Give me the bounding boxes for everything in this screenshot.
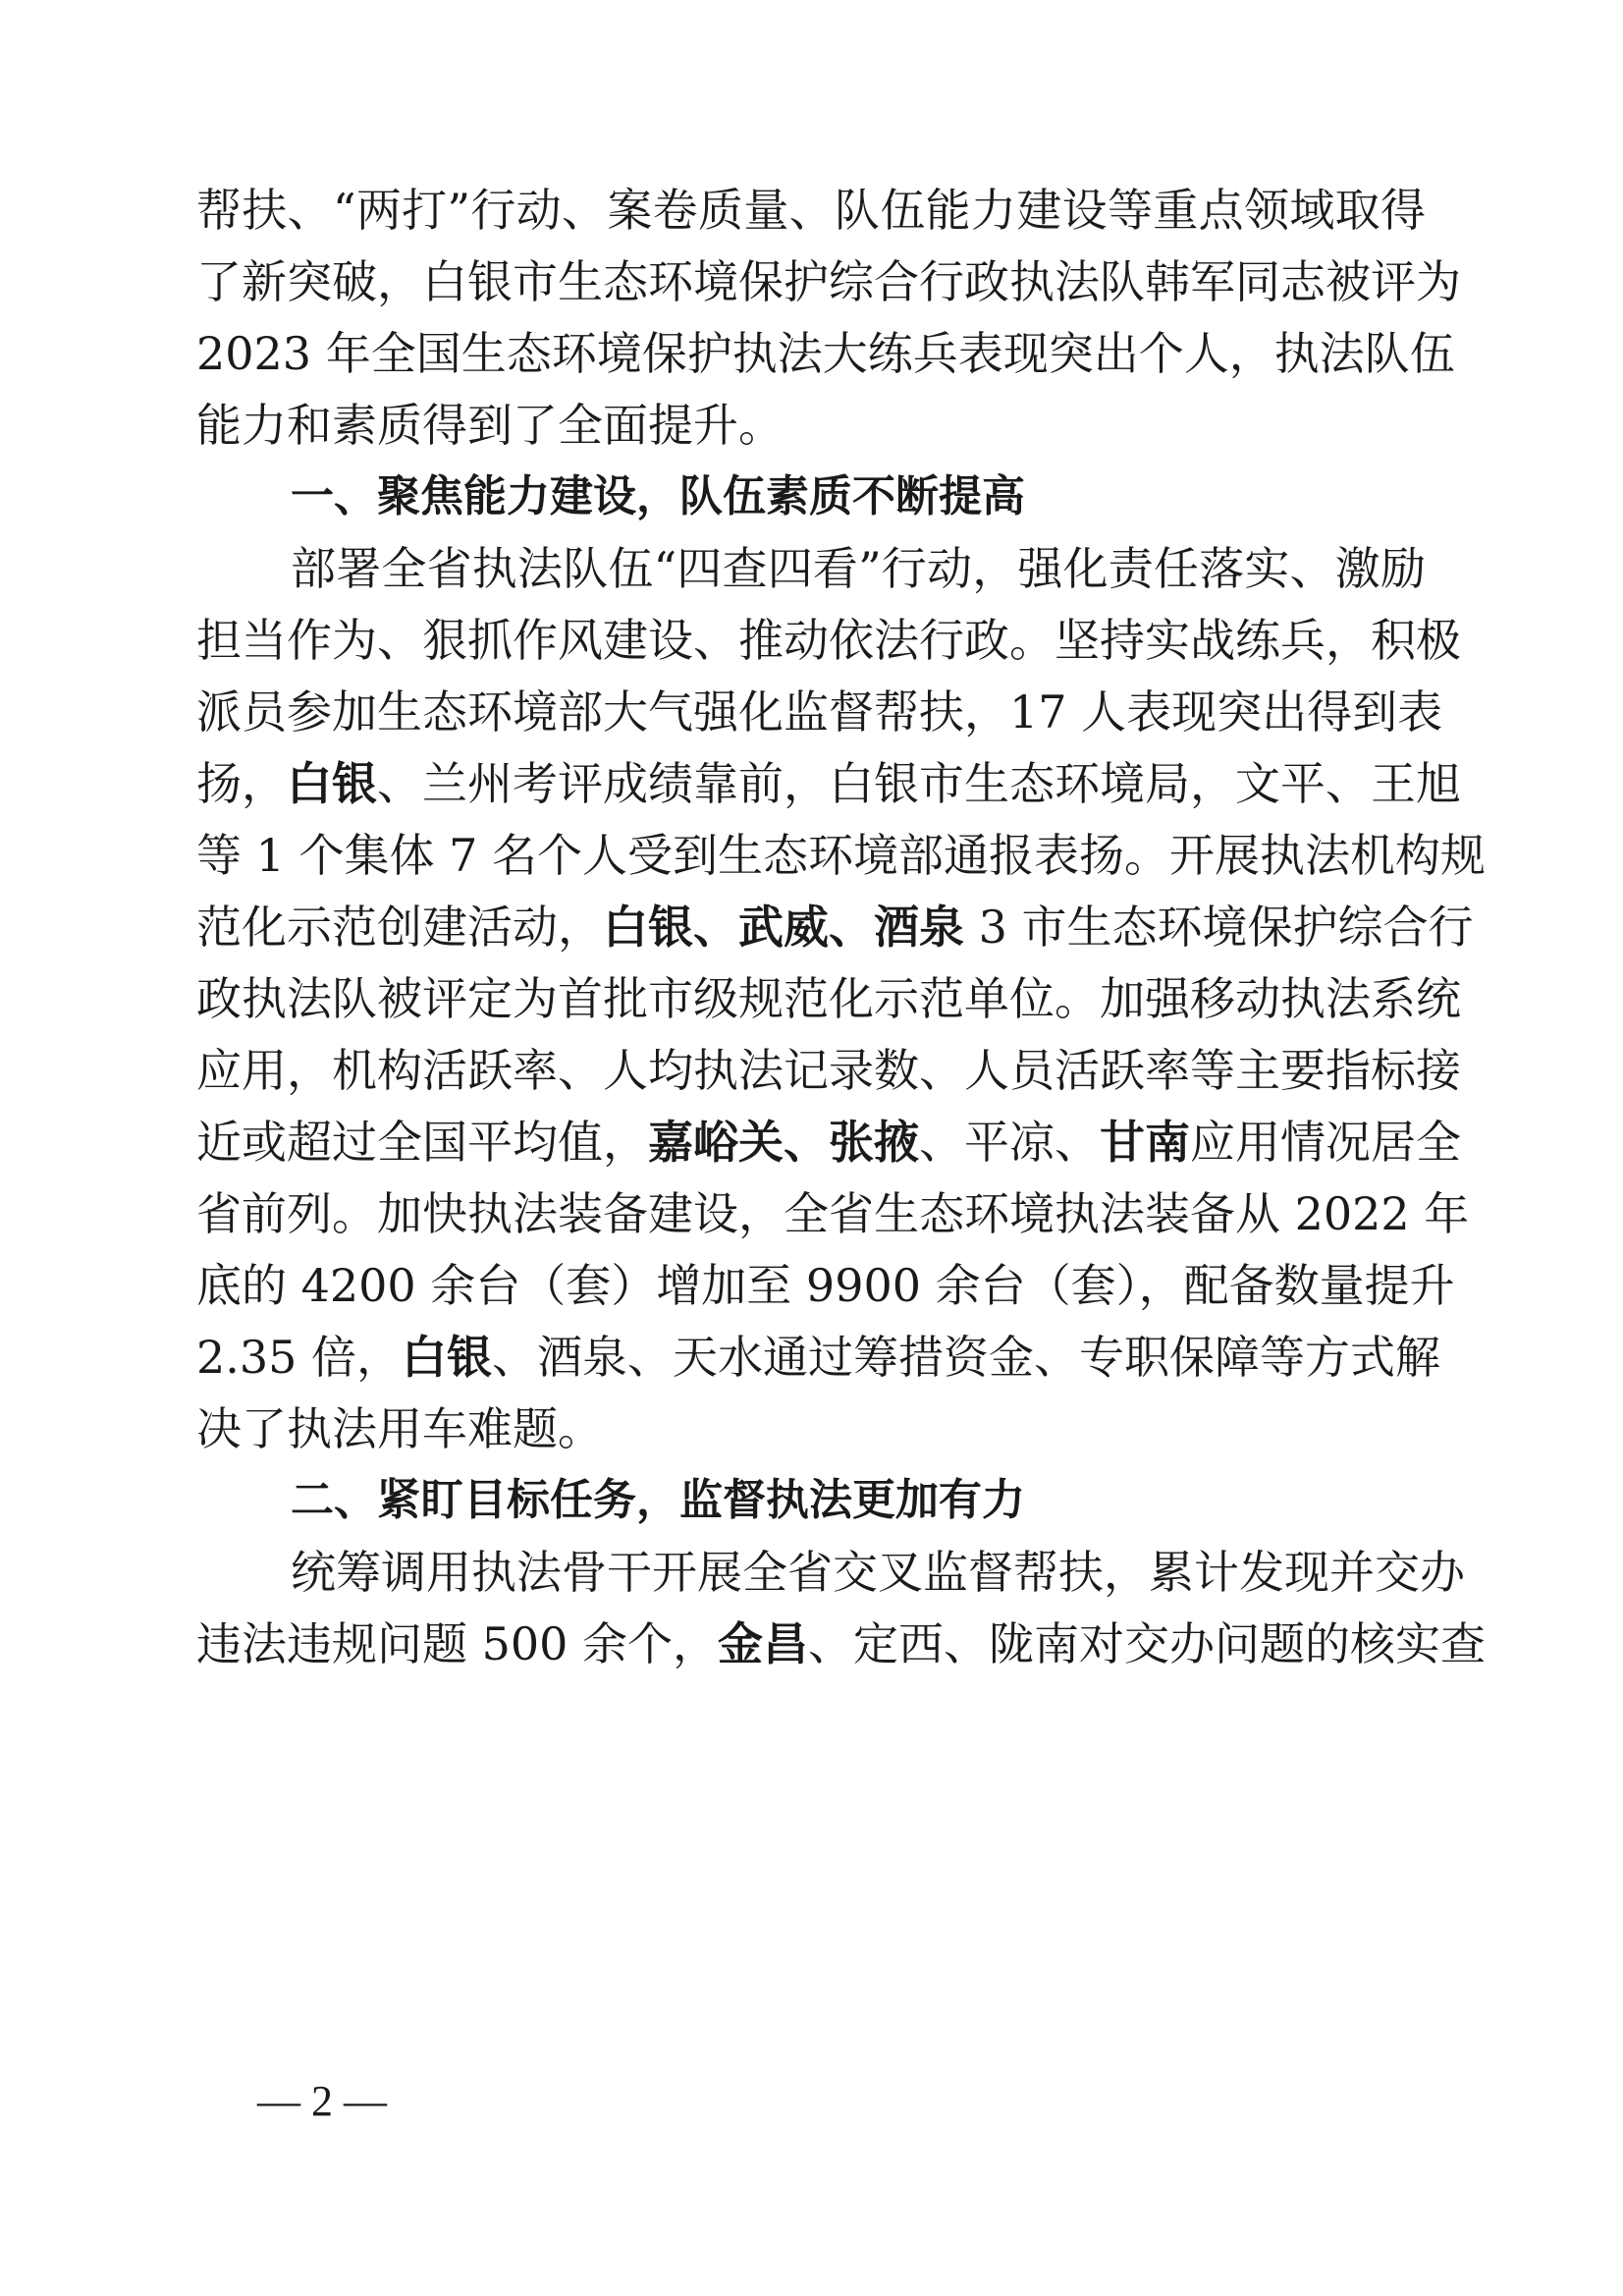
body-line: 派员参加生态环境部大气强化监督帮扶，17 人表现突出得到表 — [196, 685, 1443, 738]
body-line: 违法违规问题 500 余个，金昌、定西、陇南对交办问题的核实查 — [196, 1617, 1487, 1670]
body-line: 政执法队被评定为首批市级规范化示范单位。加强移动执法系统 — [196, 972, 1461, 1025]
page-number: — 2 — — [257, 2077, 387, 2125]
body-line: 统筹调用执法骨干开展全省交叉监督帮扶，累计发现并交办 — [291, 1546, 1465, 1599]
body-line: 部署全省执法队伍“四查四看”行动，强化责任落实、激励 — [291, 542, 1426, 595]
body-line: 应用，机构活跃率、人均执法记录数、人员活跃率等主要指标接 — [196, 1044, 1461, 1097]
body-line: 近或超过全国平均值，嘉峪关、张掖、平凉、甘南应用情况居全 — [196, 1116, 1461, 1169]
body-line: 担当作为、狠抓作风建设、推动依法行政。坚持实战练兵，积极 — [196, 614, 1461, 667]
section-heading: 一、聚焦能力建设，队伍素质不断提高 — [291, 471, 1025, 521]
body-line: 等 1 个集体 7 名个人受到生态环境部通报表扬。开展执法机构规 — [196, 829, 1487, 882]
body-line: 省前列。加快执法装备建设，全省生态环境执法装备从 2022 年 — [196, 1187, 1470, 1240]
body-line: 了新突破，白银市生态环境保护综合行政执法队韩军同志被评为 — [196, 255, 1461, 308]
section-heading: 二、紧盯目标任务，监督执法更加有力 — [291, 1475, 1025, 1525]
body-line: 扬，白银、兰州考评成绩靠前，白银市生态环境局，文平、王旭 — [196, 757, 1461, 810]
body-line: 底的 4200 余台（套）增加至 9900 余台（套），配备数量提升 — [196, 1259, 1455, 1312]
body-line: 决了执法用车难题。 — [196, 1402, 603, 1455]
body-line: 范化示范创建活动，白银、武威、酒泉 3 市生态环境保护综合行 — [196, 901, 1474, 954]
body-line: 能力和素质得到了全面提升。 — [196, 399, 784, 452]
body-line: 2023 年全国生态环境保护执法大练兵表现突出个人，执法队伍 — [196, 327, 1455, 380]
body-line: 帮扶、“两打”行动、案卷质量、队伍能力建设等重点领域取得 — [196, 184, 1426, 237]
body-line: 2.35 倍，白银、酒泉、天水通过筹措资金、专职保障等方式解 — [196, 1331, 1441, 1384]
